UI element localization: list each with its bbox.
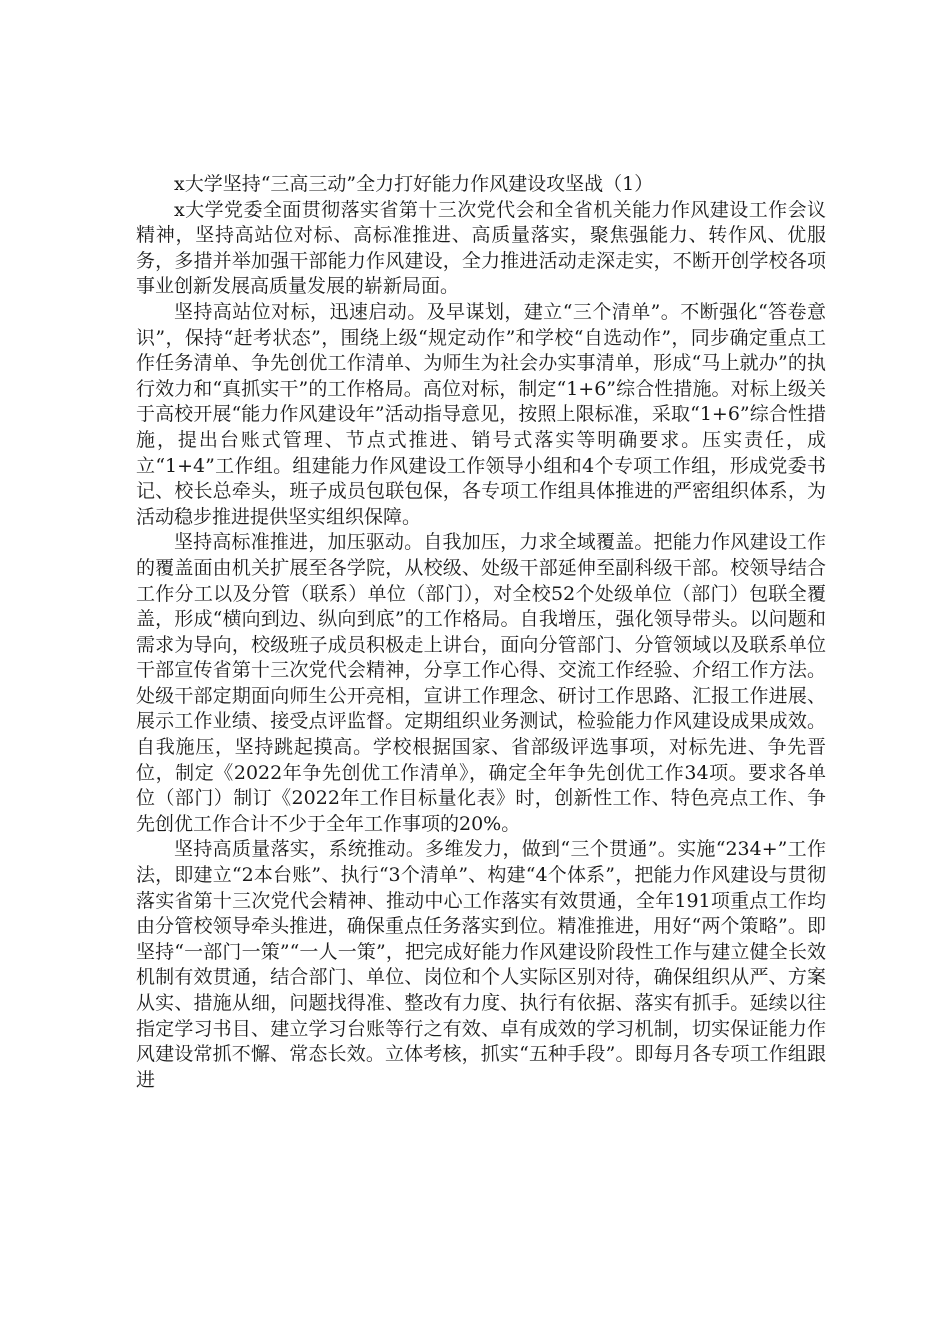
paragraph-intro: x大学党委全面贯彻落实省第十三次党代会和全省机关能力作风建设工作会议精神，坚持高站位对标、高标准推进、高质量落实，聚焦强能力、转作风、优服务，多措并举加强干部能力作风建设，全力推进活动走深走实，不断开创学校各项事业创新发展高质量发展的崭新局面。	[136, 198, 826, 298]
paragraph-high-position: 坚持高站位对标，迅速启动。及早谋划，建立“三个清单”。不断强化“答卷意识”，保持“赶考状态”，围绕上级“规定动作”和学校“自选动作”，同步确定重点工作任务清单、争先创优工作清单、为师生为社会办实事清单，形成“马上就办”的执行效力和“真抓实干”的工作格局。高位对标，制定“1+6”综合性措施。对标上级关于高校开展“能力作风建设年”活动指导意见，按照上限标准，采取“1+6”综合性措施，提出台账式管理、节点式推进、销号式落实等明确要求。压实责任，成立“1+4”工作组。组建能力作风建设工作领导小组和4个专项工作组，形成党委书记、校长总牵头，班子成员包联包保，各专项工作组具体推进的严密组织体系，为活动稳步推进提供坚实组织保障。	[136, 300, 826, 528]
document-title: x大学坚持“三高三动”全力打好能力作风建设攻坚战（1）	[174, 173, 654, 195]
document-body	[136, 172, 826, 1093]
paragraph-high-standard: 坚持高标准推进，加压驱动。自我加压，力求全域覆盖。把能力作风建设工作的覆盖面由机关扩展至各学院，从校级、处级干部延伸至副科级干部。校领导结合工作分工以及分管（联系）单位（部门），对全校52个处级单位（部门）包联全覆盖，形成“横向到边、纵向到底”的工作格局。自我增压，强化领导带头。以问题和需求为导向，校级班子成员积极走上讲台，面向分管部门、分管领域以及联系单位干部宣传省第十三次党代会精神，分享工作心得、交流工作经验、介绍工作方法。处级干部定期面向师生公开亮相，宣讲工作理念、研讨工作思路、汇报工作进展、展示工作业绩、接受点评监督。定期组织业务测试，检验能力作风建设成果成效。自我施压，坚持跳起摸高。学校根据国家、省部级评选事项，对标先进、争先晋位，制定《2022年争先创优工作清单》，确定全年争先创优工作34项。要求各单位（部门）制订《2022年工作目标量化表》时，创新性工作、特色亮点工作、争先创优工作合计不少于全年工作事项的20%。	[136, 531, 826, 835]
paragraph-high-quality: 坚持高质量落实，系统推动。多维发力，做到“三个贯通”。实施“234+”工作法，即建立“2本台账”、执行“3个清单”、构建“4个体系”，把能力作风建设与贯彻落实省第十三次党代会精神、推动中心工作落实有效贯通，全年191项重点工作均由分管校领导牵头推进，确保重点任务落实到位。精准推进，用好“两个策略”。即坚持“一部门一策”“一人一策”，把完成好能力作风建设阶段性工作与建立健全长效机制有效贯通，结合部门、单位、岗位和个人实际区别对待，确保组织从严、方案从实、措施从细，问题找得准、整改有力度、执行有依据、落实有抓手。延续以往指定学习书目、建立学习台账等行之有效、卓有成效的学习机制，切实保证能力作风建设常抓不懈、常态长效。立体考核，抓实“五种手段”。即每月各专项工作组跟进	[136, 838, 826, 1091]
